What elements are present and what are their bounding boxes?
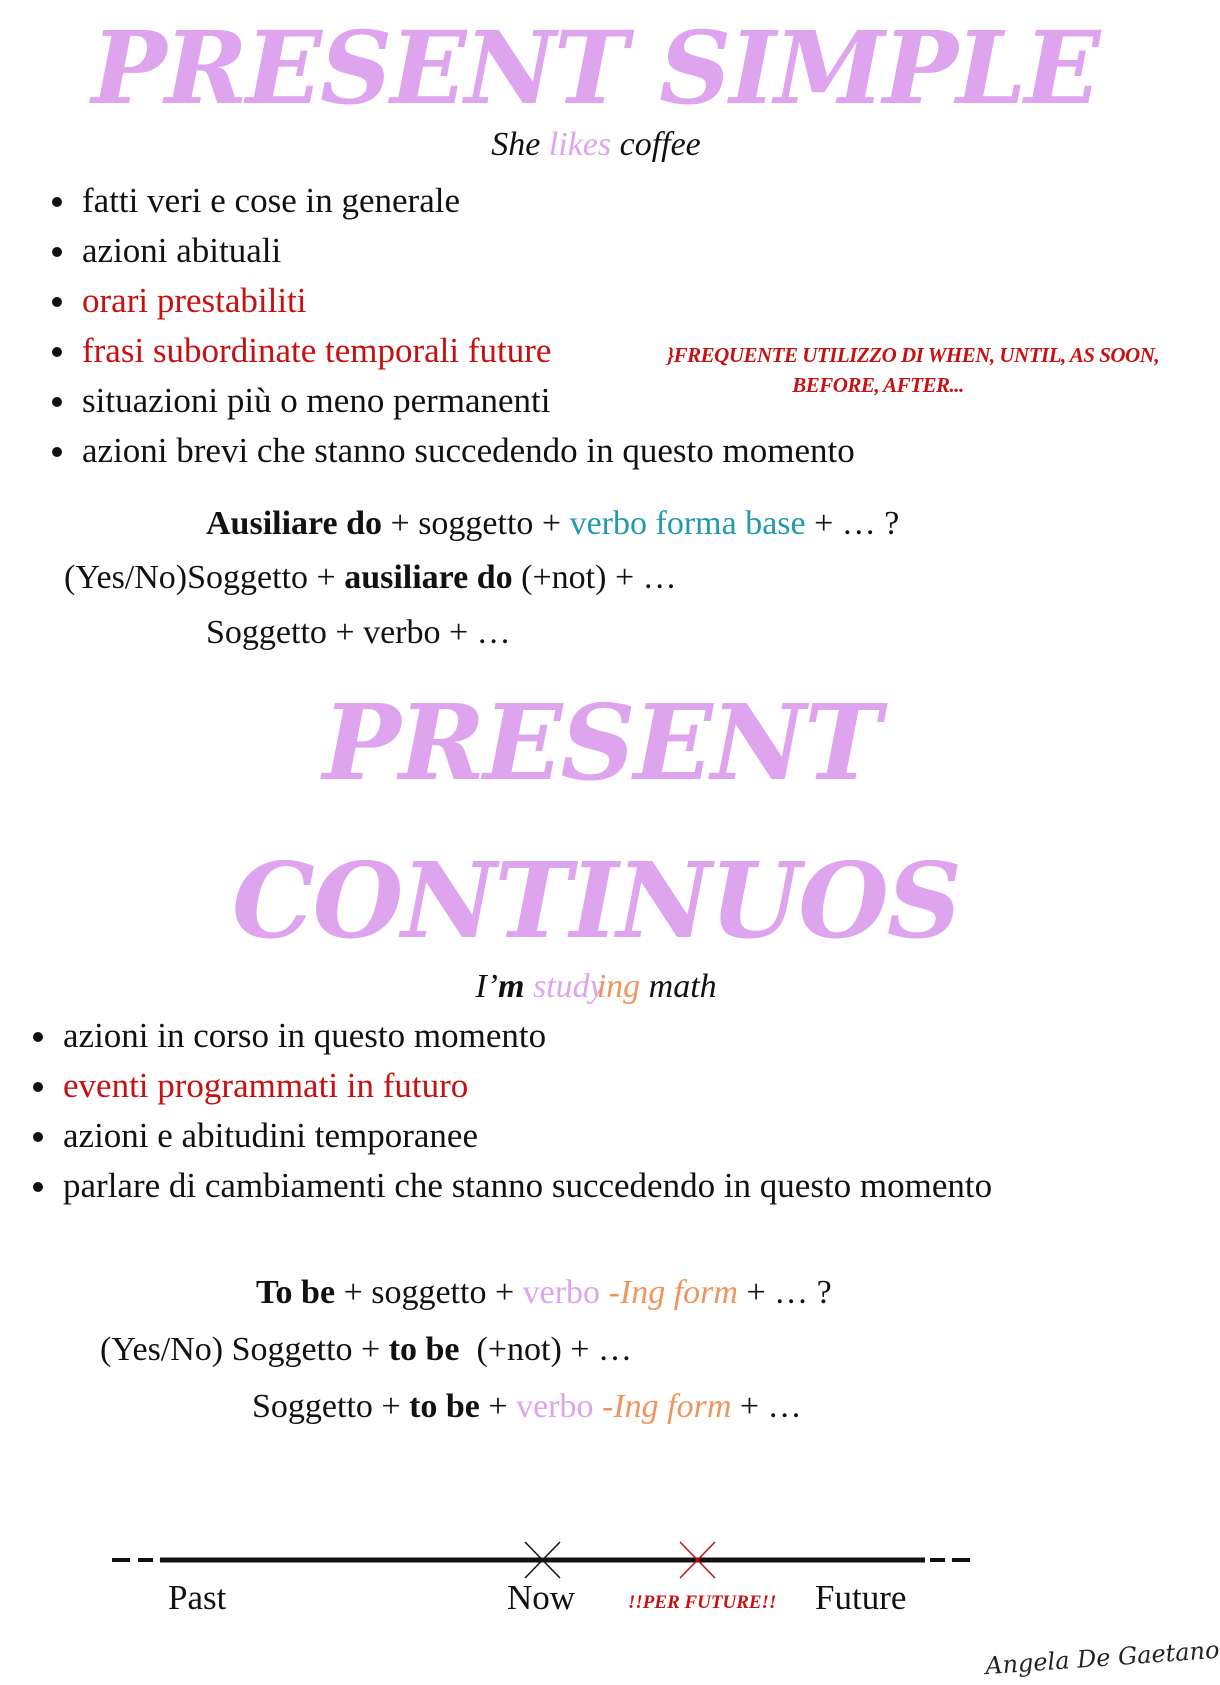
example-verb: likes [548, 126, 612, 163]
pc-formula-question: To be + soggetto + verbo -Ing form + … ? [256, 1274, 832, 1311]
present-simple-title: PRESENT SIMPLE [91, 9, 1099, 127]
time-clause-note [638, 340, 1188, 400]
list-item: azioni in corso in questo momento [33, 1011, 992, 1061]
timeline-label-now: Now [507, 1578, 576, 1617]
list-item: eventi programmati in futuro [33, 1061, 992, 1111]
ps-formula-negative: (Yes/No)Soggetto + ausiliare do (+not) + … [64, 559, 677, 596]
timeline-label-per-future: !!PER FUTURE!! [628, 1592, 777, 1613]
note-line-1: FREQUENTE UTILIZZO DI WHEN, UNTIL, AS SOON, [673, 343, 1160, 367]
list-item: frasi subordinate temporali future [52, 326, 855, 376]
author-signature: Angela De Gaetano [984, 1635, 1220, 1681]
example-subject: She [491, 126, 541, 163]
list-item: azioni abituali [52, 226, 855, 276]
note-line-2: BEFORE, AFTER... [792, 373, 964, 397]
present-continuous-uses-list [33, 1011, 992, 1211]
list-item: azioni brevi che stanno succedendo in questo momento [52, 426, 855, 476]
pc-formula-negative: (Yes/No) Soggetto + to be (+not) + … [100, 1331, 632, 1368]
pc-formula-affirmative: Soggetto + to be + verbo -Ing form + … [252, 1388, 802, 1425]
present-simple-example [0, 126, 1192, 164]
list-item: situazioni più o meno permanenti [52, 376, 855, 426]
timeline-label-future: Future [815, 1578, 907, 1617]
present-continuous-example: I’m studying math [475, 968, 717, 1005]
present-simple-uses-list [52, 176, 855, 476]
timeline-label-past: Past [168, 1578, 227, 1617]
list-item: orari prestabiliti [52, 276, 855, 326]
present-continuous-title-line-2: CONTINUOS [232, 839, 960, 962]
ps-formula-question: Ausiliare do + soggetto + verbo forma base + … ? [206, 505, 900, 542]
list-item: parlare di cambiamenti che stanno succedendo in questo momento [33, 1161, 992, 1211]
example-object: coffee [619, 126, 701, 163]
list-item: azioni e abitudini temporanee [33, 1111, 992, 1161]
list-item: fatti veri e cose in generale [52, 176, 855, 226]
present-continuous-title-line-1: PRESENT [322, 681, 880, 804]
note-brace: } [666, 343, 674, 367]
ps-formula-affirmative: Soggetto + verbo + … [206, 614, 511, 651]
